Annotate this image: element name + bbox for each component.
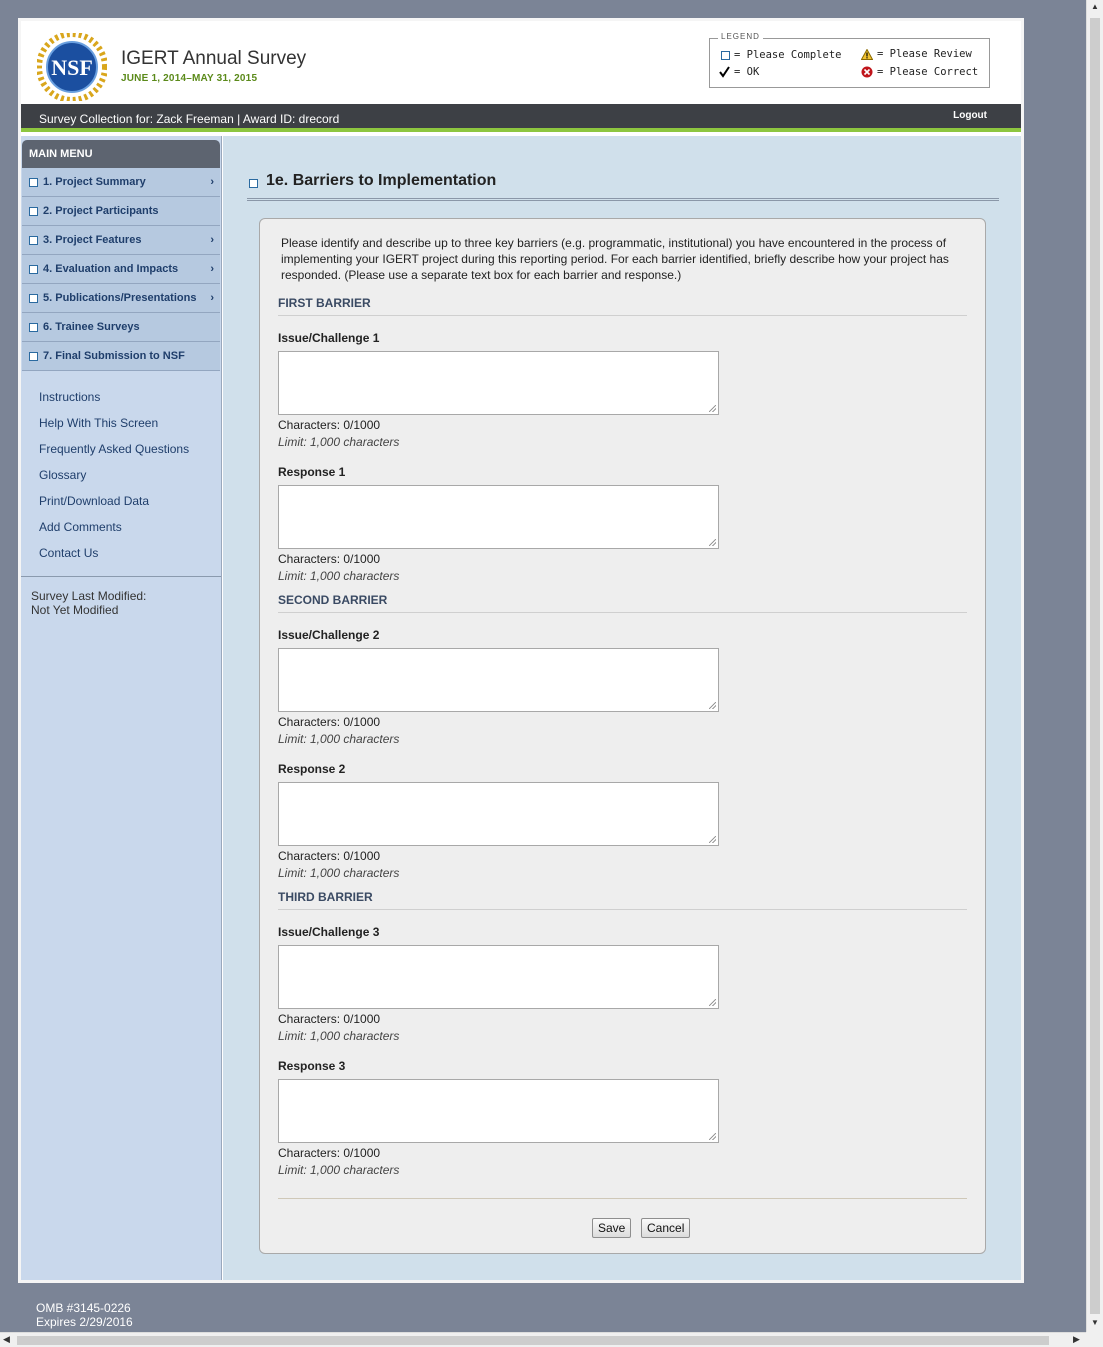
form-divider (278, 1198, 967, 1199)
issue-2-label: Issue/Challenge 2 (278, 628, 380, 642)
app-window (18, 18, 1024, 1283)
response-3-char-count: Characters: 0/1000 (278, 1146, 381, 1160)
survey-period: JUNE 1, 2014–MAY 31, 2015 (121, 73, 258, 84)
faq-link[interactable]: Frequently Asked Questions (39, 442, 190, 456)
section-heading-third-barrier: THIRD BARRIER (278, 890, 967, 910)
response-3-char-limit: Limit: 1,000 characters (278, 1163, 400, 1177)
svg-text:NSF: NSF (51, 55, 93, 80)
issue-3-char-count: Characters: 0/1000 (278, 1012, 381, 1026)
menu-item-trainee-surveys[interactable] (22, 313, 220, 342)
cancel-button[interactable]: Cancel (641, 1218, 690, 1238)
glossary-link[interactable]: Glossary (39, 468, 87, 482)
legend-ok (719, 66, 759, 78)
menu-item-label: 7. Final Submission to NSF (43, 350, 185, 362)
checkmark-icon (719, 66, 730, 78)
legend-please-correct-label: = Please Correct (877, 66, 979, 78)
menu-item-label: 4. Evaluation and Impacts (43, 263, 179, 275)
menu-item-project-summary[interactable] (22, 168, 220, 197)
resize-grip-icon[interactable] (709, 539, 716, 546)
section-heading-first-barrier: FIRST BARRIER (278, 296, 967, 316)
scroll-down-arrow-icon[interactable]: ▼ (1091, 1318, 1099, 1327)
help-link[interactable]: Help With This Screen (39, 416, 159, 430)
horizontal-scrollbar[interactable] (0, 1332, 1086, 1347)
page-title: 1e. Barriers to Implementation (266, 172, 497, 189)
response-3-label: Response 3 (278, 1059, 346, 1073)
vertical-scroll-thumb[interactable] (1090, 18, 1100, 1314)
nsf-logo (37, 33, 107, 101)
add-comments-link[interactable]: Add Comments (39, 520, 122, 534)
menu-item-label: 3. Project Features (43, 234, 142, 246)
vertical-scrollbar[interactable] (1086, 0, 1103, 1332)
empty-checkbox-icon (721, 51, 730, 60)
instructions-text: Please identify and describe up to three key barriers (e.g. programmatic, institutional) you have encountered in the process of implementing your IGERT project during this reporting period. For each barrier identified, briefly describe how your project has responded. (Please use a separate text box for each barrier and response.) (281, 236, 949, 282)
scroll-left-arrow-icon[interactable]: ◀ (3, 1334, 10, 1344)
contact-us-link[interactable]: Contact Us (39, 546, 99, 560)
status-checkbox-icon (29, 207, 38, 216)
response-1-textarea[interactable] (278, 485, 719, 549)
chevron-right-icon: › (210, 234, 214, 246)
omb-number: OMB #3145-0226 (36, 1301, 131, 1315)
horizontal-scroll-thumb[interactable] (17, 1336, 1049, 1345)
response-2-textarea[interactable] (278, 782, 719, 846)
warning-icon (861, 49, 873, 60)
sidebar (21, 136, 222, 1280)
status-checkbox-icon (249, 179, 258, 188)
scroll-up-arrow-icon[interactable]: ▲ (1091, 2, 1099, 11)
legend-please-complete (721, 49, 841, 61)
response-1-char-limit: Limit: 1,000 characters (278, 569, 400, 583)
legend-please-correct (861, 66, 978, 78)
response-2-char-limit: Limit: 1,000 characters (278, 866, 400, 880)
response-2-char-count: Characters: 0/1000 (278, 849, 381, 863)
legend-please-review (861, 48, 972, 60)
save-button[interactable]: Save (592, 1218, 631, 1238)
scroll-right-arrow-icon[interactable]: ▶ (1073, 1334, 1080, 1344)
status-checkbox-icon (29, 265, 38, 274)
survey-collection-info: Survey Collection for: Zack Freeman | Award ID: drecord (39, 112, 340, 126)
sidebar-divider (21, 576, 221, 577)
chevron-right-icon: › (210, 292, 214, 304)
resize-grip-icon[interactable] (709, 999, 716, 1006)
last-modified-label: Survey Last Modified: (31, 589, 147, 603)
response-3-textarea[interactable] (278, 1079, 719, 1143)
menu-item-publications-presentations[interactable] (22, 284, 220, 313)
issue-2-char-limit: Limit: 1,000 characters (278, 732, 400, 746)
main-content (223, 136, 1021, 1280)
legend-please-complete-label: = Please Complete (734, 49, 842, 61)
page-title-bar (247, 171, 999, 201)
resize-grip-icon[interactable] (709, 405, 716, 412)
status-checkbox-icon (29, 178, 38, 187)
section-heading-second-barrier: SECOND BARRIER (278, 593, 967, 613)
issue-2-textarea[interactable] (278, 648, 719, 712)
status-checkbox-icon (29, 294, 38, 303)
legend (709, 32, 990, 88)
menu-item-label: 6. Trainee Surveys (43, 321, 140, 333)
header (21, 21, 1021, 104)
omb-expiration: Expires 2/29/2016 (36, 1315, 133, 1329)
issue-1-char-limit: Limit: 1,000 characters (278, 435, 400, 449)
response-1-label: Response 1 (278, 465, 346, 479)
menu-item-final-submission[interactable] (22, 342, 220, 371)
error-icon (861, 66, 873, 78)
main-menu-header: MAIN MENU (22, 140, 220, 168)
resize-grip-icon[interactable] (709, 1133, 716, 1140)
menu-item-label: 2. Project Participants (43, 205, 159, 217)
menu-item-project-features[interactable] (22, 226, 220, 255)
issue-2-char-count: Characters: 0/1000 (278, 715, 381, 729)
instructions-link[interactable]: Instructions (39, 390, 101, 404)
print-download-link[interactable]: Print/Download Data (39, 494, 150, 508)
menu-item-evaluation-and-impacts[interactable] (22, 255, 220, 284)
chevron-right-icon: › (210, 263, 214, 275)
top-bar (21, 104, 1021, 132)
logout-link[interactable]: Logout (953, 110, 987, 121)
issue-1-char-count: Characters: 0/1000 (278, 418, 381, 432)
last-modified-value: Not Yet Modified (31, 603, 119, 617)
resize-grip-icon[interactable] (709, 702, 716, 709)
response-1-char-count: Characters: 0/1000 (278, 552, 381, 566)
legend-please-review-label: = Please Review (877, 48, 972, 60)
response-2-label: Response 2 (278, 762, 346, 776)
issue-3-textarea[interactable] (278, 945, 719, 1009)
issue-3-label: Issue/Challenge 3 (278, 925, 380, 939)
app-title: IGERT Annual Survey (121, 48, 307, 69)
status-checkbox-icon (29, 323, 38, 332)
issue-1-textarea[interactable] (278, 351, 719, 415)
legend-ok-label: = OK (734, 66, 760, 78)
status-checkbox-icon (29, 352, 38, 361)
status-checkbox-icon (29, 236, 38, 245)
form-panel (259, 218, 986, 1254)
resize-grip-icon[interactable] (709, 836, 716, 843)
chevron-right-icon: › (210, 176, 214, 188)
legend-title: LEGEND (718, 32, 763, 41)
menu-item-label: 5. Publications/Presentations (43, 292, 197, 304)
menu-item-project-participants[interactable] (22, 197, 220, 226)
issue-1-label: Issue/Challenge 1 (278, 331, 380, 345)
menu-item-label: 1. Project Summary (43, 176, 146, 188)
scrollbar-corner (1086, 1332, 1103, 1347)
issue-3-char-limit: Limit: 1,000 characters (278, 1029, 400, 1043)
